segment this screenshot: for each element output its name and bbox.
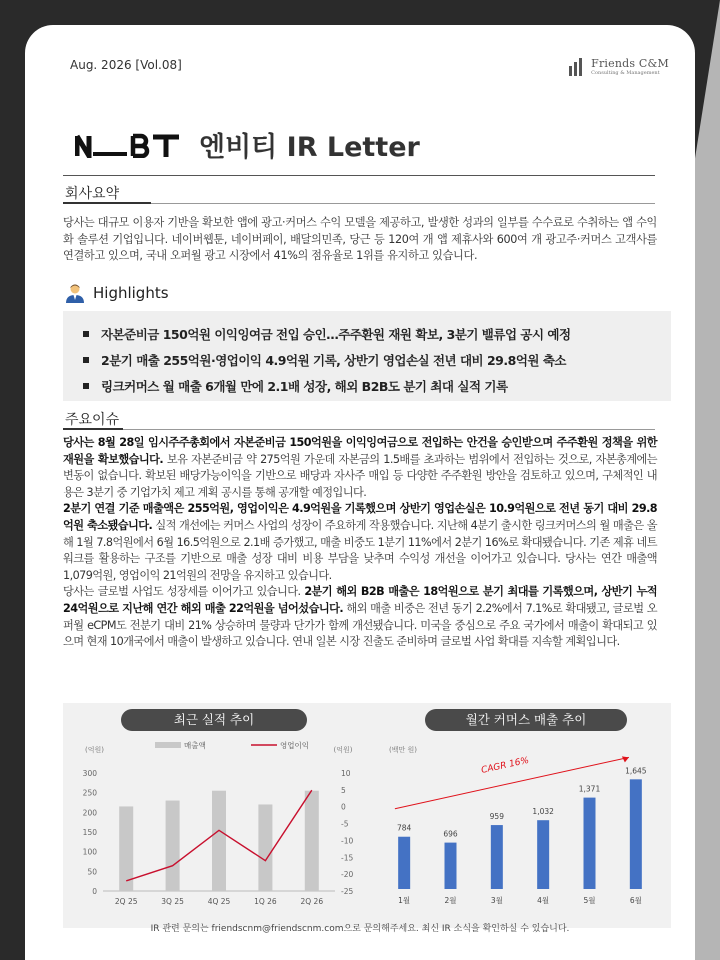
bar-value-label: 1,371: [578, 784, 601, 794]
highlights-box: [63, 311, 671, 401]
bar-value-label: 784: [397, 823, 412, 833]
letter-page: [25, 25, 695, 960]
legend-bar-swatch: [155, 742, 181, 748]
bullet-icon: [83, 383, 89, 389]
issues-heading: 주요이슈: [65, 412, 120, 428]
sales-bar: [445, 843, 457, 889]
issue-2-text: 실적 개선에는 커머스 사업의 성장이 주요하게 작용했습니다. 지난해 4분기 출시한 링크커머스의 월 매출은 올해 1월 7.8억원에서 6월 16.5억원으로 2.1배 증가했고, 매출 비중도 1분기 11%에서 2분기 16%로 확대됐습니다. 기존 제휴 네트워크를 활용하는 구조를 기반으로 매출 성장 대비 비용 부담을 낮추며 수익성 개선을 이어가고 있습니다. 당사는 연간 매출액 1,079억원, 영업이익 21억원의 전망을 유지하고 있습니다.: [63, 518, 657, 582]
x-tick-label: 4월: [537, 896, 550, 905]
highlights-title: Highlights: [93, 284, 169, 302]
sales-bar: [537, 820, 549, 889]
y2-tick-label: -15: [341, 853, 353, 863]
y2-tick-label: 10: [341, 769, 351, 778]
x-tick-label: 4Q 25: [207, 897, 231, 906]
left-axis-unit: (억원): [85, 746, 104, 754]
bar-value-label: 1,032: [532, 807, 554, 817]
page-title: 엔비티 IR Letter: [199, 132, 420, 163]
brand-name: Friends C&M: [591, 57, 669, 70]
summary-heading: 회사요약: [65, 186, 120, 202]
right-chart-title: 월간 커머스 매출 추이: [425, 709, 627, 731]
right-axis-unit: (억원): [333, 746, 353, 754]
issue-paragraph-3: [63, 584, 657, 650]
x-tick-label: 3Q 25: [161, 897, 184, 906]
sales-bar: [584, 798, 596, 889]
legend-label: 매출액: [184, 741, 206, 750]
y2-tick-label: 0: [341, 802, 346, 812]
nbt-logo: [75, 132, 185, 158]
bar-value-label: 1,645: [625, 766, 647, 776]
footer-note: IR 관련 문의는 friendscnm@friendscnm.com으로 문의해주세요. 최신 IR 소식을 확인하실 수 있습니다.: [150, 924, 570, 934]
highlights-heading: [65, 283, 169, 303]
x-tick-label: 2Q 26: [300, 897, 324, 906]
sales-bar: [491, 825, 503, 889]
bar-value-label: 696: [443, 829, 458, 839]
highlight-text: 링크커머스 월 매출 6개월 만에 2.1배 성장, 해외 B2B도 분기 최대 실적 기록: [101, 379, 508, 394]
commerce-sales-chart: [363, 729, 663, 929]
cagr-label: CAGR 16%: [480, 755, 530, 776]
sales-bar: [398, 837, 410, 889]
highlight-text: 자본준비금 150억원 이익잉여금 전입 승인…주주환원 재원 확보, 3분기 밸류업 공시 예정: [101, 327, 571, 342]
title-row: [75, 125, 420, 164]
issue-label: Aug. 2026 [Vol.08]: [70, 58, 182, 72]
y-tick-label: 300: [82, 769, 97, 778]
highlight-item: [83, 373, 671, 399]
y2-tick-label: -20: [341, 870, 353, 880]
brand: [569, 57, 669, 76]
y-tick-label: 250: [82, 788, 97, 798]
issue-2-bold: 2분기 연결 기준 매출액은 255억원, 영업이익은 4.9억원을 기록했으며 상반기 영업손실은 10.9억원으로 전년 동기 대비 29.8억원 축소됐습니다.: [63, 502, 657, 532]
person-icon: [65, 283, 85, 303]
issue-paragraph-2: [63, 501, 657, 584]
y-tick-label: 150: [82, 828, 97, 837]
x-tick-label: 1월: [398, 896, 411, 905]
issues-body: [63, 435, 657, 651]
x-tick-label: 6월: [629, 896, 642, 905]
issue-paragraph-1: [63, 435, 657, 501]
issue-3-text: 해외 매출 비중은 전년 동기 2.2%에서 7.1%로 확대됐고, 글로벌 오퍼월 eCPM도 전분기 대비 21% 상승하며 물량과 단가가 함께 개선됐습니다. 미국을 중심으로 주요 국가에서 매출이 확대되고 있으며 현재 10개국에서 매출이 발생하고 있습니다. 연내 일본 시장 진출도 준비하며 글로벌 사업 확대를 지속할 계획입니다.: [63, 601, 658, 649]
bullet-icon: [83, 331, 89, 337]
x-tick-label: 1Q 26: [254, 897, 277, 906]
y2-tick-label: 5: [341, 785, 346, 795]
bar-value-label: 959: [489, 812, 504, 822]
highlight-item: [83, 321, 671, 347]
highlight-item: [83, 347, 671, 373]
axis-unit: (백만 원): [389, 746, 417, 754]
issue-1-bold: 당사는 8월 28일 임시주주총회에서 자본준비금 150억원을 이익잉여금으로 전입하는 안건을 승인받으며 주주환원 정책을 위한 재원을 확보했습니다.: [63, 436, 657, 466]
legend-label: 영업이익: [280, 741, 309, 750]
revenue-bar: [258, 804, 272, 891]
sales-bar: [630, 779, 642, 889]
issues-divider: [63, 429, 655, 430]
issue-1-text: 보유 자본준비금 약 275억원 가운데 자본금의 1.5배를 초과하는 범위에서 전입하는 것으로, 자본총계에는 변동이 없습니다. 확보된 배당가능이익을 기반으로 배당과 자사주 매입 등 다양한 주주환원 방안을 검토하고 있으며, 구체적인 내용은 3분기 중 기업가치 제고 계획 공시를 통해 공개할 예정입니다.: [63, 452, 657, 499]
summary-divider-accent: [63, 202, 151, 204]
x-tick-label: 3월: [490, 896, 503, 905]
y-tick-label: 0: [92, 887, 97, 896]
y2-tick-label: -5: [341, 819, 349, 829]
brand-subtitle: Consulting & Management: [591, 70, 660, 76]
brand-logo-icon: [569, 58, 585, 76]
summary-divider: [63, 203, 655, 204]
revenue-bar: [305, 791, 319, 891]
revenue-bar: [119, 806, 133, 891]
y2-tick-label: -25: [341, 887, 353, 896]
y2-tick-label: -10: [341, 836, 353, 846]
revenue-bar: [212, 791, 226, 891]
summary-text: 당사는 대규모 이용자 기반을 확보한 앱에 광고·커머스 수익 모델을 제공하고, 발생한 성과의 일부를 수수료로 수취하는 앱 수익화 솔루션 기업입니다. 네이버웹툰, 네이버페이, 배달의민족, 당근 등 120여 개 앱 제휴사와 600여 개 광고주·커머스 고객사를 연결하고 있으며, 국내 오퍼월 광고 시장에서 41%의 점유율로 1위를 유지하고 있습니다.: [63, 216, 657, 263]
issues-divider-accent: [63, 428, 123, 430]
issue-3-bold: 2분기 해외 B2B 매출은 18억원으로 분기 최대를 기록했으며, 상반기 누적 24억원으로 지난해 연간 해외 매출 22억원을 넘어섰습니다.: [63, 585, 657, 615]
performance-chart: [63, 729, 353, 929]
y-tick-label: 200: [82, 808, 97, 818]
title-divider: [63, 175, 655, 176]
y-tick-label: 50: [87, 867, 97, 877]
cagr-arrowhead: [622, 756, 629, 762]
bullet-icon: [83, 357, 89, 363]
left-chart-title: 최근 실적 추이: [121, 709, 307, 731]
charts-panel: [63, 703, 671, 928]
issue-3-lead: 당사는 글로벌 사업도 성장세를 이어가고 있습니다.: [63, 585, 305, 599]
revenue-bar: [166, 801, 180, 891]
x-tick-label: 2월: [444, 896, 457, 905]
y-tick-label: 100: [82, 847, 97, 857]
x-tick-label: 2Q 25: [114, 897, 138, 906]
x-tick-label: 5월: [583, 896, 596, 905]
highlight-text: 2분기 매출 255억원·영업이익 4.9억원 기록, 상반기 영업손실 전년 대비 29.8억원 축소: [101, 353, 566, 368]
